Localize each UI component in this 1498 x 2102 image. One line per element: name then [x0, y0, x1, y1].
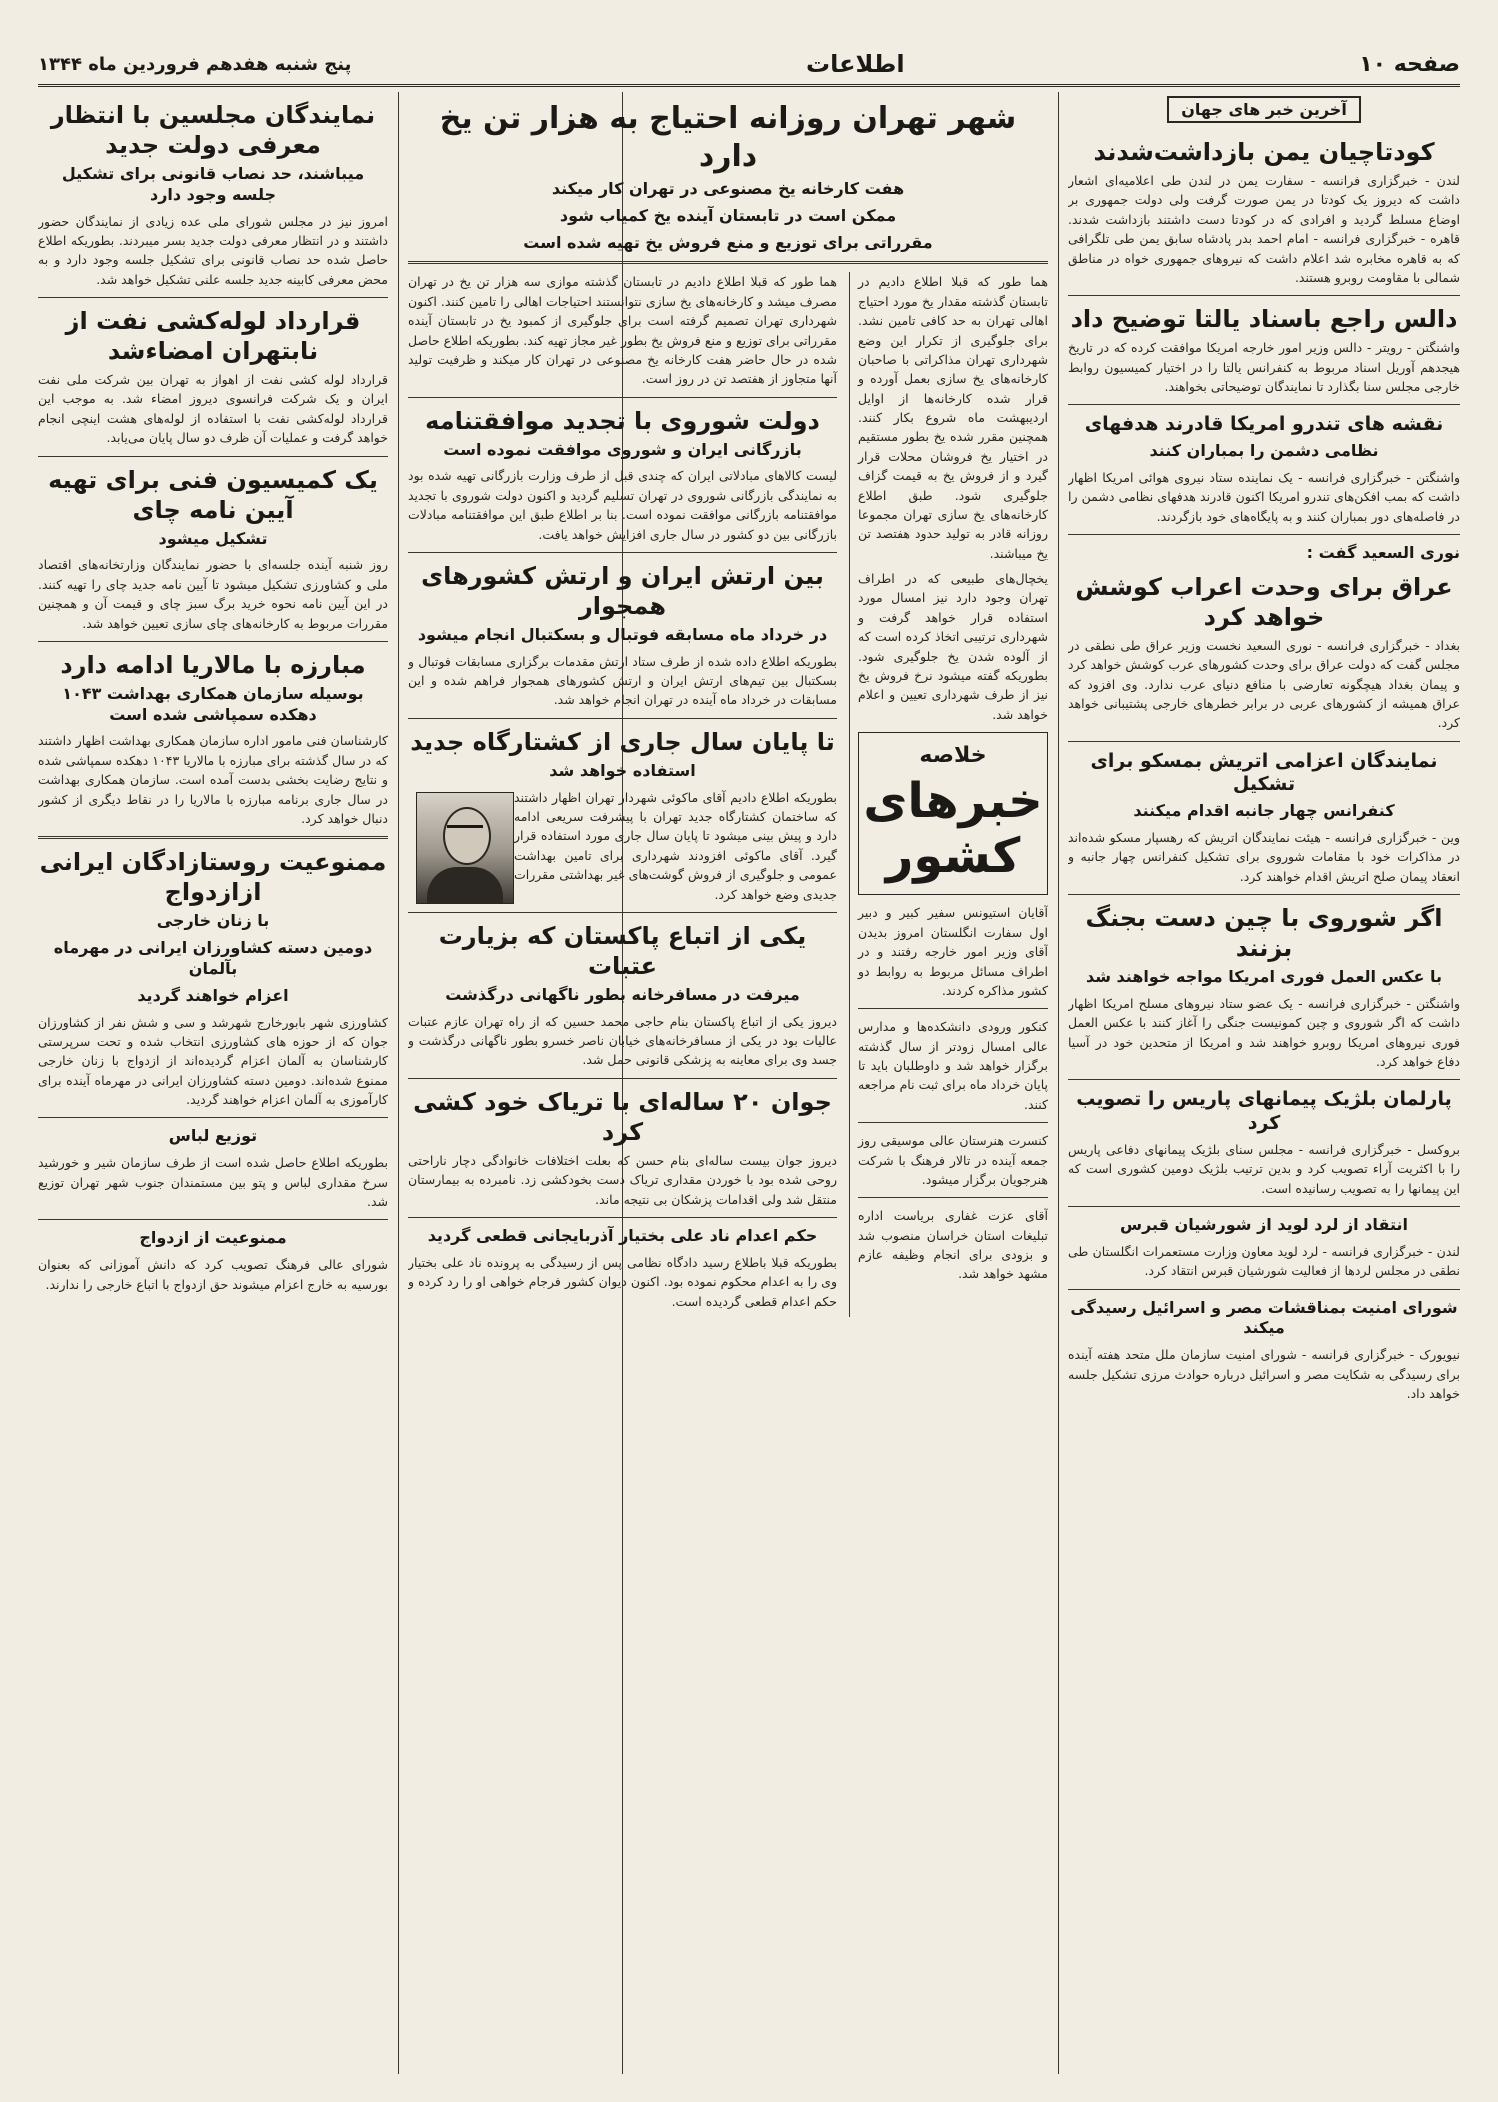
divider [408, 261, 1048, 264]
article-ice-continued: هما طور که قبلا اطلاع دادیم در تابستان گذشته مقدار یخ مورد احتیاج اهالی تهران به حد کافی تامین نشد. برای جلوگیری از تکرار این وضع شهرداری تهران مذاکراتی با صاحبان کارخانه‌های یخ سازی بعمل آورده و قرار شده کارخانه‌ها از اوایل اردیبهشت ماه شروع بکار کنند. همچنین مقرر شده یخ بطور مستقیم در اختیار یخ فروشان محلات قرار گیرد و از فروش یخ به قیمت گزاف جلوگیری شود. طبق اطلاع کارخانه‌های یخ سازی تهران مجموعا روزانه قادر به تولید حدود هفتصد تن یخ میباشند. [858, 274, 1048, 561]
masthead [38, 44, 1460, 87]
headline-majlis: نمایندگان مجلسین با انتظار معرفی دولت جدید [50, 101, 376, 159]
headline-soviet-trade: دولت شوروی با تجدید موافقتنامه [425, 406, 820, 435]
divider [38, 836, 388, 839]
divider [1068, 1079, 1460, 1080]
subheadline-bombers: نظامی دشمن را بمباران کنند [1149, 441, 1379, 461]
subheadline-pakistani: میرفت در مسافرخانه بطور ناگهانی درگذشت [445, 984, 800, 1004]
subheadline-marriage-1: با زنان خارجی [156, 911, 270, 931]
article-pipeline: قرارداد لوله کشی نفت از اهواز به تهران بین شرکت ملی نفت ایران و یک شرکت فرانسوی دیروز امضاء شد. به موجب این قرارداد لوله‌کشی نفت با استفاده از لوله‌های هشت اینچی انجام خواهد گرفت و عملیات آن ظرف دو سال پایان می‌یابد. [38, 372, 388, 446]
article-ussr-china: واشنگتن - خبرگزاری فرانسه - یک عضو ستاد نیروهای مسلح امریکا اظهار داشت که اگر شوروی و چین کمونیست جنگی را آغاز کنند با عکس العمل فوری نیروهای امریکا روبرو خواهند شد و امریکا از متحدین خود در آسیا دفاع خواهد کرد. [1068, 995, 1460, 1070]
column-rule [1058, 92, 1059, 2074]
divider [408, 397, 837, 398]
divider [858, 1122, 1048, 1123]
subheadline-soviet-trade: بازرگانی ایران و شوروی موافقت نموده است [443, 439, 802, 459]
article-slaughterhouse: بطوریکه اطلاع دادیم آقای ماکوئی شهردار تهران اظهار داشتند که ساختمان کشتارگاه جدید تهران با پیشرفت سریعی ادامه دارد و پیش بینی میشود تا پایان سال جاری مورد استفاده قرار گیرد. آقای ماکوئی افزودند شهرداری برای تامین بهداشت عمومی و جلوگیری از فروش گوشت‌های غیر بهداشتی مقررات جدیدی وضع خواهد کرد. [514, 789, 837, 902]
subheadline-austria: کنفرانس چهار جانبه اقدام میکنند [1133, 801, 1395, 821]
article-pakistani: دیروز یکی از اتباع پاکستان بنام حاجی محمد حسین که از راه تهران عازم عتبات عالیات بود در یکی از مسافرخانه‌های خیابان ناصر خسرو بطور ناگهانی درگذشت و جسد وی برای معاینه به پزشکی قانونی حمل شد. [408, 1013, 837, 1068]
headline-slaughterhouse: تا پایان سال جاری از کشتارگاه جدید [410, 727, 835, 756]
subheadline-slaughterhouse: استفاده خواهد شد [549, 760, 696, 780]
article-cyprus: لندن - خبرگزاری فرانسه - لرد لوید معاون وزارت مستعمرات انگلستان طی نطقی در مجلس لردها از فعالیت شورشیان قبرس انتقاد کرد. [1068, 1243, 1460, 1279]
wide-stories [408, 272, 837, 1316]
divider [1068, 894, 1460, 895]
headline-army-games: بین ارتش ایران و ارتش کشورهای همجوار [421, 561, 824, 620]
world-news-column [1068, 92, 1460, 2074]
article-yemen: لندن - خبرگزاری فرانسه - سفارت یمن در لندن طی اعلامیه‌ای اشعار داشت که دیروز یک کودتا در یمن صورت گرفت ولی دولت جمهوری بر اوضاع مسلط گردید و افرادی که در کودتا دست داشتند بازداشت شدند. قاهره - خبرگزاری فرانسه - امام احمد بدر پادشاه سابق یمن طی تلگرافی که به قاهره مخابره شد اعلام داشت که نیروهای جمهوری خواه در مناطق شمالی با مقاومت روبرو هستند. [1068, 173, 1460, 285]
headline-pakistani: یکی از اتباع پاکستان که بزیارت عتبات [438, 921, 807, 980]
article-tea: روز شنبه آینده جلسه‌ای با حضور نمایندگان وزارتخانه‌های اقتصاد ملی و کشاورزی تشکیل میشود تا آیین نامه جدید چای را تهیه کنند. در این آیین نامه نحوه خرید برگ سبز چای و قیمت آن و همچنین مقررات مربوط به کارخانه‌های چای سازی تعیین خواهد شد. [38, 557, 388, 631]
divider [1068, 1289, 1460, 1290]
article-austria: وین - خبرگزاری فرانسه - هیئت نمایندگان اتریش که رهسپار مسکو شده‌اند در مذاکرات خود با مقامات شوروی برای تشکیل کنفرانس چهار جانبه و انعقاد پیمان صلح اتریش اقدام خواهند کرد. [1068, 830, 1460, 884]
article-opium: دیروز جوان بیست ساله‌ای بنام حسن که بعلت اختلافات خانوادگی دچار ناراحتی روحی شده بود با خوردن مقداری تریاک دست بخودکشی زد. نامبرده به بیمارستان منتقل شد ولی اقدامات پزشکان بی نتیجه ماند. [408, 1152, 837, 1207]
middle-split [408, 272, 1048, 1316]
divider [408, 912, 837, 913]
domestic-news-column [408, 92, 1048, 2074]
brief-appointment: آقای عزت غفاری بریاست اداره تبلیغات استان خراسان منصوب شد و بزودی برای انجام وظیفه عازم مشهد خواهد شد. [858, 1208, 1048, 1282]
article-soviet-trade: لیست کالاهای مبادلاتی ایران که چندی قبل از طرف وزارت بازرگانی تهیه شده بود به نمایندگی بازرگانی شوروی در تهران تسلیم گردید و اکنون دولت شوروی با تجدید موافقتنامه بازرگانی موافقت نموده است. بنا بر اطلاع طبق این موافقتنامه مبادلات بازرگانی بین دو کشور در سال جاری افزایش خواهد یافت. [408, 468, 837, 542]
narrow-strip [849, 272, 1048, 1316]
subheadline-majlis: میباشند، حد نصاب قانونی برای تشکیل جلسه وجود دارد [61, 164, 365, 204]
article-execution: بطوریکه قبلا باطلاع رسید دادگاه نظامی پس از رسیدگی به پرونده ناد علی بختیار وی را به اعدام محکوم نموده بود. اکنون دیوان کشور فرجام خواهی او را رد کرده و حکم اعدام قطعی گردیده است. [408, 1254, 837, 1309]
headline-austria: نمایندگان اعزامی اتریش بمسکو برای تشکیل [1090, 749, 1438, 796]
subheadline-malaria: بوسیله سازمان همکاری بهداشت ۱۰۴۳ دهکده سمپاشی شده است [62, 683, 364, 724]
world-news-box-title: آخرین خبر های جهان [1167, 96, 1361, 123]
subheadline-tea: تشکیل میشود [158, 528, 268, 548]
divider [1068, 1206, 1460, 1207]
newspaper-page [38, 44, 1460, 2074]
article-ice: هما طور که قبلا اطلاع دادیم در تابستان گذشته موازی سه هزار تن یخ در تهران مصرف میشد و کارخانه‌های یخ سازی نتوانستند احتیاجات اهالی را تامین کنند. اکنون شهرداری تهران تصمیم گرفته است برای جلوگیری از کمبود یخ در تابستان آینده مقرراتی برای توزیع و منع فروش یخ بطور غیر مجاز تهیه کند. بطوریکه اطلاع حاصل شده در حال حاضر هفت کارخانه یخ مصنوعی در تهران کار میکند و ظرفیت تولید آنها متجاوز از هفتصد تن در روز است. [408, 274, 837, 387]
subheadline-ice-2: ممکن است در تابستان آینده یخ کمیاب شود [559, 205, 897, 225]
page-number: صفحه ۱۰ [1359, 51, 1460, 77]
headline-execution: حکم اعدام ناد علی بختیار آذربایجانی قطعی گردید [427, 1225, 818, 1245]
brief-embassy: آقایان استیونس سفیر کبیر و دبیر اول سفارت انگلستان امروز بدیدن آقای وزیر امور خارجه رفتند و در اطراف مسائل مربوط به روابط دو کشور مذاکره کردند. [858, 905, 1048, 998]
headline-bombers: نقشه های تندرو امریکا قادرند هدفهای [1084, 413, 1444, 436]
divider [1068, 404, 1460, 405]
subheadline-army-games: در خرداد ماه مسابقه فوتبال و بسکتبال انجام میشود [417, 624, 828, 644]
headline-nuri-lead: نوری السعید گفت : [1306, 543, 1460, 563]
summary-label: خلاصه [919, 743, 987, 769]
issue-date: پنج شنبه هفدهم فروردین ماه ۱۳۴۴ [38, 53, 352, 75]
headline-clothes: توزیع لباس [168, 1126, 258, 1146]
divider [1068, 534, 1460, 535]
headline-iraq: عراق برای وحدت اعراب کوشش خواهد کرد [1075, 572, 1453, 631]
divider [1068, 741, 1460, 742]
subheadline-ice-1: هفت کارخانه یخ مصنوعی در تهران کار میکند [551, 179, 905, 198]
article-bombers: واشنگتن - خبرگزاری فرانسه - یک نماینده ستاد نیروی هوائی امریکا اظهار داشت که بمب افکن‌های تندرو امریکا اکنون قادرند هدفهای نظامی دشمن را در فاصله‌های دور بمباران کنند و به پایگاه‌های خود بازگردند. [1068, 469, 1460, 524]
headline-opium: جوان ۲۰ ساله‌ای با تریاک خود کشی کرد [413, 1087, 832, 1146]
divider [38, 456, 388, 457]
article-army-games: بطوریکه اطلاع داده شده از طرف ستاد ارتش مقدمات برگزاری مسابقات فوتبال و بسکتبال بین تیم‌های ارتش ایران و ارتش کشورهای همجوار فراهم شده و این مسابقات در خرداد ماه آینده در تهران انجام خواهد شد. [408, 653, 837, 708]
divider [408, 1078, 837, 1079]
subheadline-ice-3: مقرراتی برای توزیع و منع فروش یخ تهیه شده است [523, 232, 933, 252]
divider [858, 1008, 1048, 1009]
summary-title: خبرهای کشور [863, 773, 1043, 885]
divider [408, 1217, 837, 1218]
divider [858, 1197, 1048, 1198]
paper-name: اطلاعات [806, 50, 905, 78]
headline-security-council: شورای امنیت بمناقشات مصر و اسرائیل رسیدگی میکند [1070, 1297, 1458, 1338]
article-dulles: واشنگتن - رویتر - دالس وزیر امور خارجه امریکا موافقت کرده که در تاریخ هیجدهم آوریل اسناد مربوط به کنفرانس یالتا را در اختیار کمیسیون روابط خارجی مجلس سنا بگذارد تا نمایندگان توضیحاتی بخواهند. [1068, 340, 1460, 394]
summary-box [858, 732, 1048, 895]
headline-ice: شهر تهران روزانه احتیاج به هزار تن یخ دارد [439, 101, 1017, 174]
article-majlis: امروز نیز در مجلس شورای ملی عده زیادی از نمایندگان حضور داشتند و در انتظار معرفی دولت جدید بسر میبردند. بطوریکه اطلاع حاصل شده حد نصاب قانونی برای تشکیل جلسه وجود دارد و به محض معرفی کابینه جدید جلسه علنی تشکیل خواهد شد. [38, 213, 388, 287]
brief-exam: کنکور ورودی دانشکده‌ها و مدارس عالی امسال زودتر از سال گذشته برگزار خواهد شد و داوطلبان باید تا پایان خرداد ماه برای ثبت نام مراجعه کنند. [858, 1019, 1048, 1112]
subheadline-marriage-2: دومین دسته کشاورزان ایرانی در مهرماه بآلمان [53, 938, 373, 978]
headline-pipeline: قرارداد لوله‌کشی نفت از نابتهران امضاءشد [65, 307, 361, 366]
divider [408, 718, 837, 719]
headline-ussr-china: اگر شوروی با چین دست بجنگ بزنند [1085, 904, 1443, 963]
headline-cyprus: انتقاد از لرد لوید از شورشیان قبرس [1120, 1215, 1408, 1235]
divider [38, 1117, 388, 1118]
article-belgium: بروکسل - خبرگزاری فرانسه - مجلس سنای بلژیک پیمانهای دفاعی پاریس را با اکثریت آراء تصویب کرد و بدین ترتیب بلژیک دومین کشوری است که این پیمانها را به تصویب رسانیده است. [1068, 1141, 1460, 1196]
headline-malaria: مبارزه با مالاریا ادامه دارد [60, 650, 366, 679]
article-clothes: بطوریکه اطلاع حاصل شده است از طرف سازمان شیر و خورشید سرخ مقداری لباس و پتو بین مستمندان جنوب شهر تهران توزیع شد. [38, 1155, 388, 1209]
article-malaria: کارشناسان فنی مامور اداره سازمان همکاری بهداشت اظهار داشتند که در سال گذشته برای مبارزه با مالاریا ۱۰۴۳ دهکده سمپاشی شده و نتایج رضایت بخشی بدست آمده است. سازمان همکاری بهداشت در سال جاری برنامه مبارزه با مالاریا را در نقاط دیگری از کشور دنبال خواهد کرد. [38, 733, 388, 826]
column-rule [398, 92, 399, 2074]
brief-concert: کنسرت هنرستان عالی موسیقی روز جمعه آینده در تالار فرهنگ با شرکت هنرجویان برگزار میشود. [858, 1133, 1048, 1187]
article-marriage: کشاورزی شهر بابورخارج شهرشد و سی و شش نفر از کشاورزان جوان که از حوزه های کشاورزی انتخاب شده و تحت سرپرستی کارشناسان به آلمان اعزام گردیده‌اند از ازدواج با زنان خارجی ممنوع شده‌اند. دومین دسته کشاورزان ایرانی در مهرماه آینده برای کارآموزی به آلمان اعزام خواهند گردید. [38, 1014, 388, 1108]
divider [408, 552, 837, 553]
subheadline-marriage-3: اعزام خواهند گردید [137, 985, 289, 1005]
divider [38, 641, 388, 642]
headline-dulles: دالس راجع باسناد یالتا توضیح داد [1070, 305, 1458, 334]
politics-column [38, 92, 388, 2074]
article-security-council: نیویورک - خبرگزاری فرانسه - شورای امنیت سازمان ملل متحد هفته آینده برای رسیدگی به شکایت مصر و اسرائیل درباره حوادث مرزی تشکیل جلسه خواهد داد. [1068, 1347, 1460, 1401]
article-iraq: بغداد - خبرگزاری فرانسه - نوری السعید نخست وزیر عراق طی نطقی در مجلس گفت که دولت عراق برای وحدت کشورهای عرب کوشش خواهد کرد و پیمان بغداد هیچگونه تعارضی با منافع دنیای عرب ندارد. وی افزود که عراق همیشه از کشورهای عربی در برابر خطرهای خارجی پشتیبانی خواهد کرد. [1068, 637, 1460, 731]
headline-yemen: کودتاچیان یمن بازداشت‌شدند [1093, 138, 1435, 166]
mayor-photo [416, 792, 514, 904]
article-ban: شورای عالی فرهنگ تصویب کرد که دانش آموزانی که بعنوان بورسیه به خارج اعزام میشوند حق ازدواج با اتباع خارجی را ندارند. [38, 1257, 388, 1292]
divider [1068, 295, 1460, 296]
headline-tea: یک کمیسیون فنی برای تهیه آیین نامه چای [48, 465, 378, 524]
divider [38, 1219, 388, 1220]
divider [38, 297, 388, 298]
headline-marriage: ممنوعیت روستازادگان ایرانی ازازدواج [39, 848, 387, 907]
subheadline-ussr-china: با عکس العمل فوری امریکا مواجه خواهند شد [1086, 967, 1442, 987]
article-ice-natural: یخچال‌های طبیعی که در اطراف تهران وجود دارد نیز امسال مورد استفاده قرار خواهد گرفت و شهرداری ترتیبی اتخاذ کرده است که از آلوده شدن یخ جلوگیری شود. بطوریکه گفته میشود نرخ فروش یخ نیز از طرف شهرداری تعیین و اعلام خواهد شد. [858, 571, 1048, 722]
headline-ban: ممنوعیت از ازدواج [139, 1228, 287, 1248]
headline-belgium: پارلمان بلژیک پیمانهای پاریس را تصویب کرد [1076, 1088, 1452, 1135]
